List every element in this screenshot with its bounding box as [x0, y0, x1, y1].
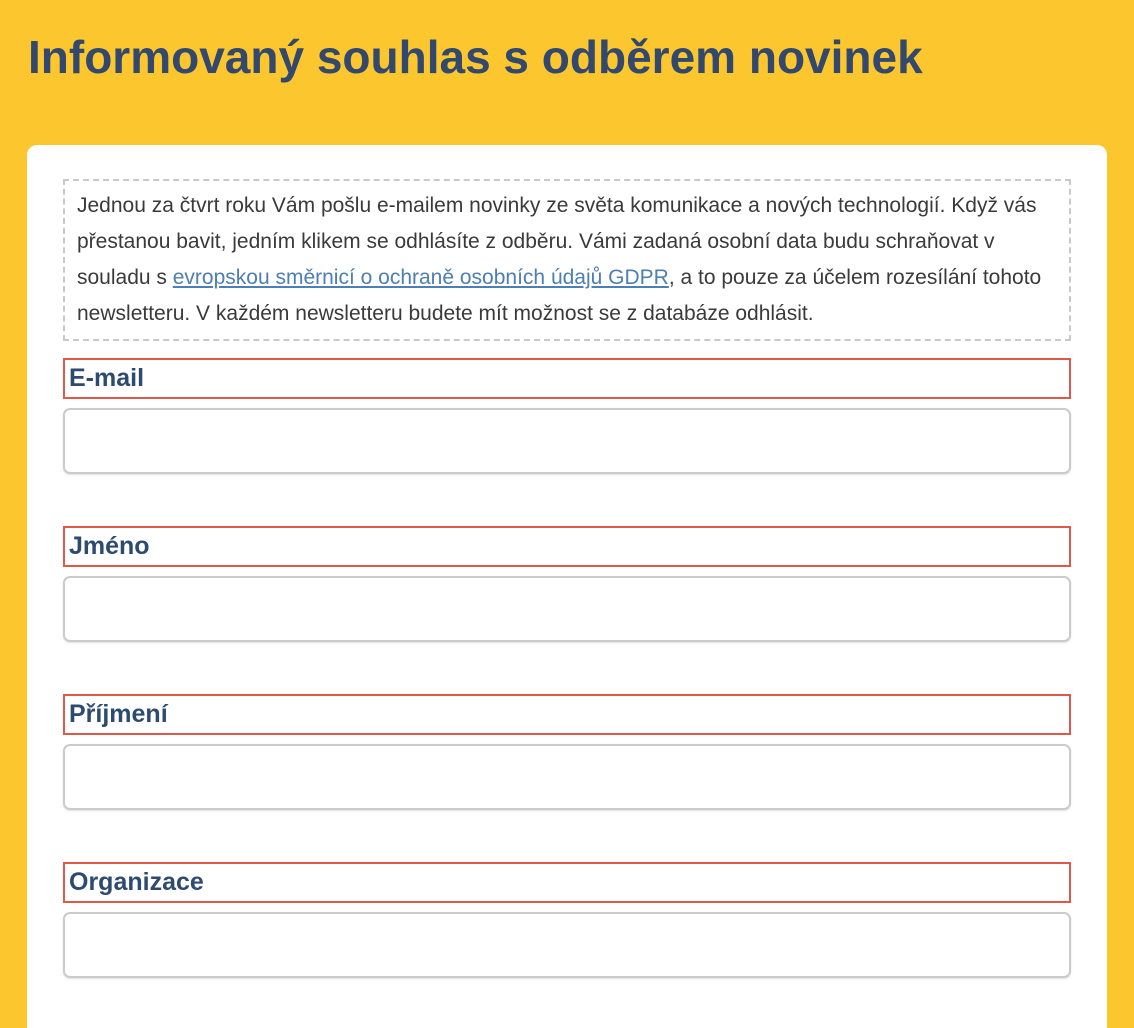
first-name-input[interactable]: [63, 576, 1071, 642]
email-input[interactable]: [63, 408, 1071, 474]
consent-note: [63, 179, 1071, 341]
last-name-input[interactable]: [63, 744, 1071, 810]
field-group-last-name: [63, 694, 1071, 810]
email-label: E-mail: [63, 358, 1071, 399]
consent-note-text-before: Jednou za čtvrt roku Vám pošlu e-mailem novinky ze světa komunikace a nových technologií. Když vás přestanou bavit, jedním klikem se odhlásíte z odběru. Vámi zadaná osobní data budu schraňovat v souladu s: [77, 194, 1037, 289]
consent-note-text-after: , a to pouze za účelem rozesílání tohoto newsletteru. V každém newsletteru budete mít možnost se z databáze odhlásit.: [77, 266, 1042, 325]
page-title: Informovaný souhlas s odběrem novinek: [28, 31, 923, 83]
organization-label: Organizace: [63, 862, 1071, 903]
last-name-label: Příjmení: [63, 694, 1071, 735]
field-group-organization: [63, 862, 1071, 978]
first-name-label: Jméno: [63, 526, 1071, 567]
content-card: [27, 145, 1107, 1028]
subscription-form: [63, 358, 1071, 978]
gdpr-link[interactable]: evropskou směrnicí o ochraně osobních údajů GDPR: [172, 266, 669, 289]
organization-input[interactable]: [63, 912, 1071, 978]
field-group-email: [63, 358, 1071, 474]
field-group-first-name: [63, 526, 1071, 642]
